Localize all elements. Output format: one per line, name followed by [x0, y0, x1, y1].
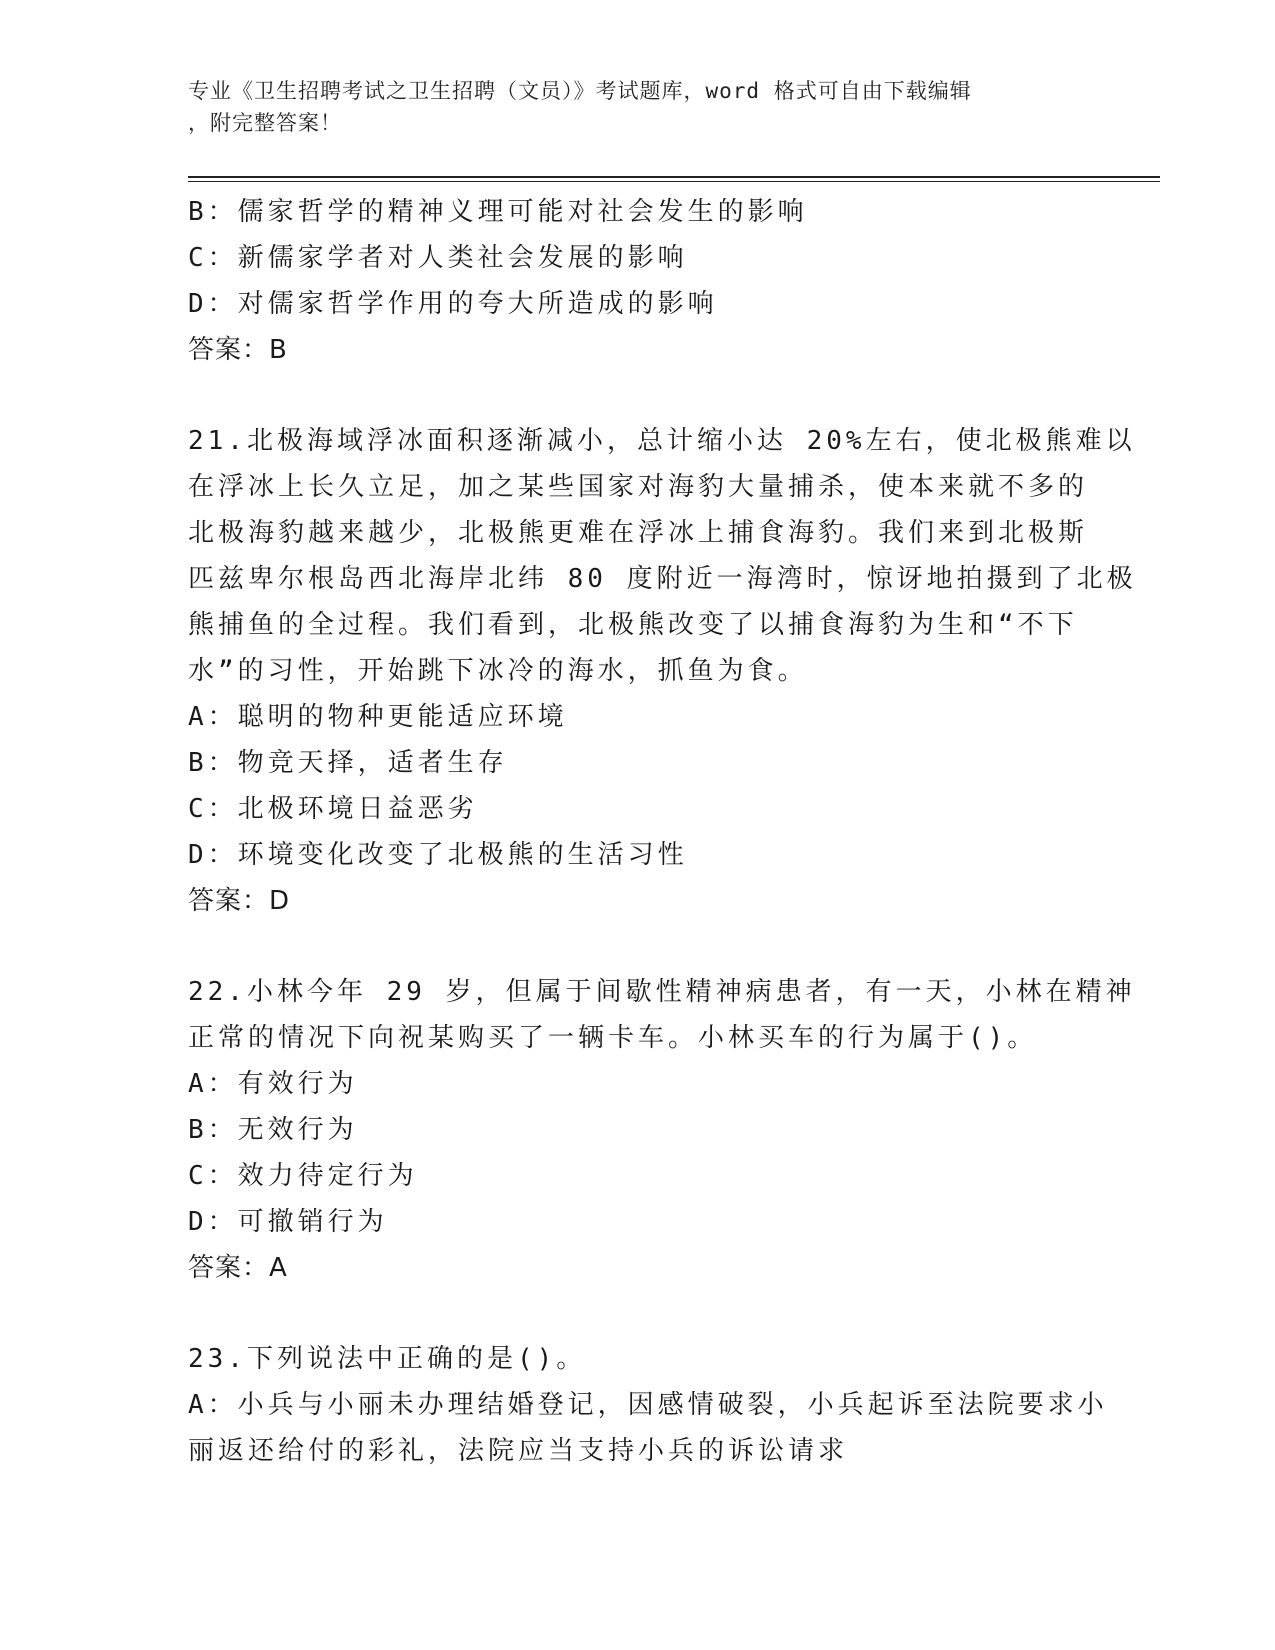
q21-stem-line: 熊捕鱼的全过程。我们看到，北极熊改变了以捕食海豹为生和“不下 [188, 610, 1078, 640]
q20-answer: 答案：B [188, 335, 288, 365]
q20-option-b: B：儒家哲学的精神义理可能对社会发生的影响 [188, 197, 808, 227]
q21-stem-line: 匹兹卑尔根岛西北海岸北纬 80 度附近一海湾时，惊讶地拍摄到了北极 [188, 564, 1137, 594]
question-20 [188, 189, 1088, 373]
q20-option-c: C：新儒家学者对人类社会发展的影响 [188, 243, 688, 273]
q21-stem-line: 21.北极海域浮冰面积逐渐减小，总计缩小达 20%左右，使北极熊难以 [188, 426, 1136, 456]
header-line-1: 专业《卫生招聘考试之卫生招聘（文员）》考试题库，word 格式可自由下载编辑 [188, 79, 972, 103]
question-21 [188, 418, 1137, 924]
header-divider [188, 176, 1160, 178]
header-divider-thin [188, 181, 1160, 182]
q21-answer: 答案：D [188, 886, 291, 916]
question-23 [188, 1336, 1108, 1474]
q20-option-d: D：对儒家哲学作用的夸大所造成的影响 [188, 289, 718, 319]
q21-option-b: B：物竞天择，适者生存 [188, 748, 508, 778]
q22-stem-line: 22.小林今年 29 岁，但属于间歇性精神病患者，有一天，小林在精神 [188, 977, 1136, 1007]
q22-option-d: D：可撤销行为 [188, 1207, 388, 1237]
q21-option-c: C：北极环境日益恶劣 [188, 794, 478, 824]
q22-option-a: A：有效行为 [188, 1069, 358, 1099]
q22-option-b: B：无效行为 [188, 1115, 358, 1145]
question-22 [188, 969, 1136, 1291]
q23-option-a-line: A：小兵与小丽未办理结婚登记，因感情破裂，小兵起诉至法院要求小 [188, 1390, 1108, 1420]
q22-stem-line: 正常的情况下向祝某购买了一辆卡车。小林买车的行为属于()。 [188, 1023, 1038, 1053]
header-line-2: ，附完整答案！ [188, 111, 342, 135]
question-content [188, 189, 1137, 1474]
q21-option-d: D：环境变化改变了北极熊的生活习性 [188, 840, 688, 870]
q21-stem-line: 水”的习性，开始跳下冰冷的海水，抓鱼为食。 [188, 656, 808, 686]
q23-stem: 23.下列说法中正确的是()。 [188, 1344, 587, 1374]
q22-option-c: C：效力待定行为 [188, 1161, 418, 1191]
q21-option-a: A：聪明的物种更能适应环境 [188, 702, 568, 732]
document-header [188, 75, 1088, 139]
q23-option-a-line: 丽返还给付的彩礼，法院应当支持小兵的诉讼请求 [188, 1436, 849, 1466]
q22-answer: 答案：A [188, 1253, 288, 1283]
q21-stem-line: 在浮冰上长久立足，加之某些国家对海豹大量捕杀，使本来就不多的 [188, 472, 1089, 502]
q21-stem-line: 北极海豹越来越少，北极熊更难在浮冰上捕食海豹。我们来到北极斯 [188, 518, 1089, 548]
